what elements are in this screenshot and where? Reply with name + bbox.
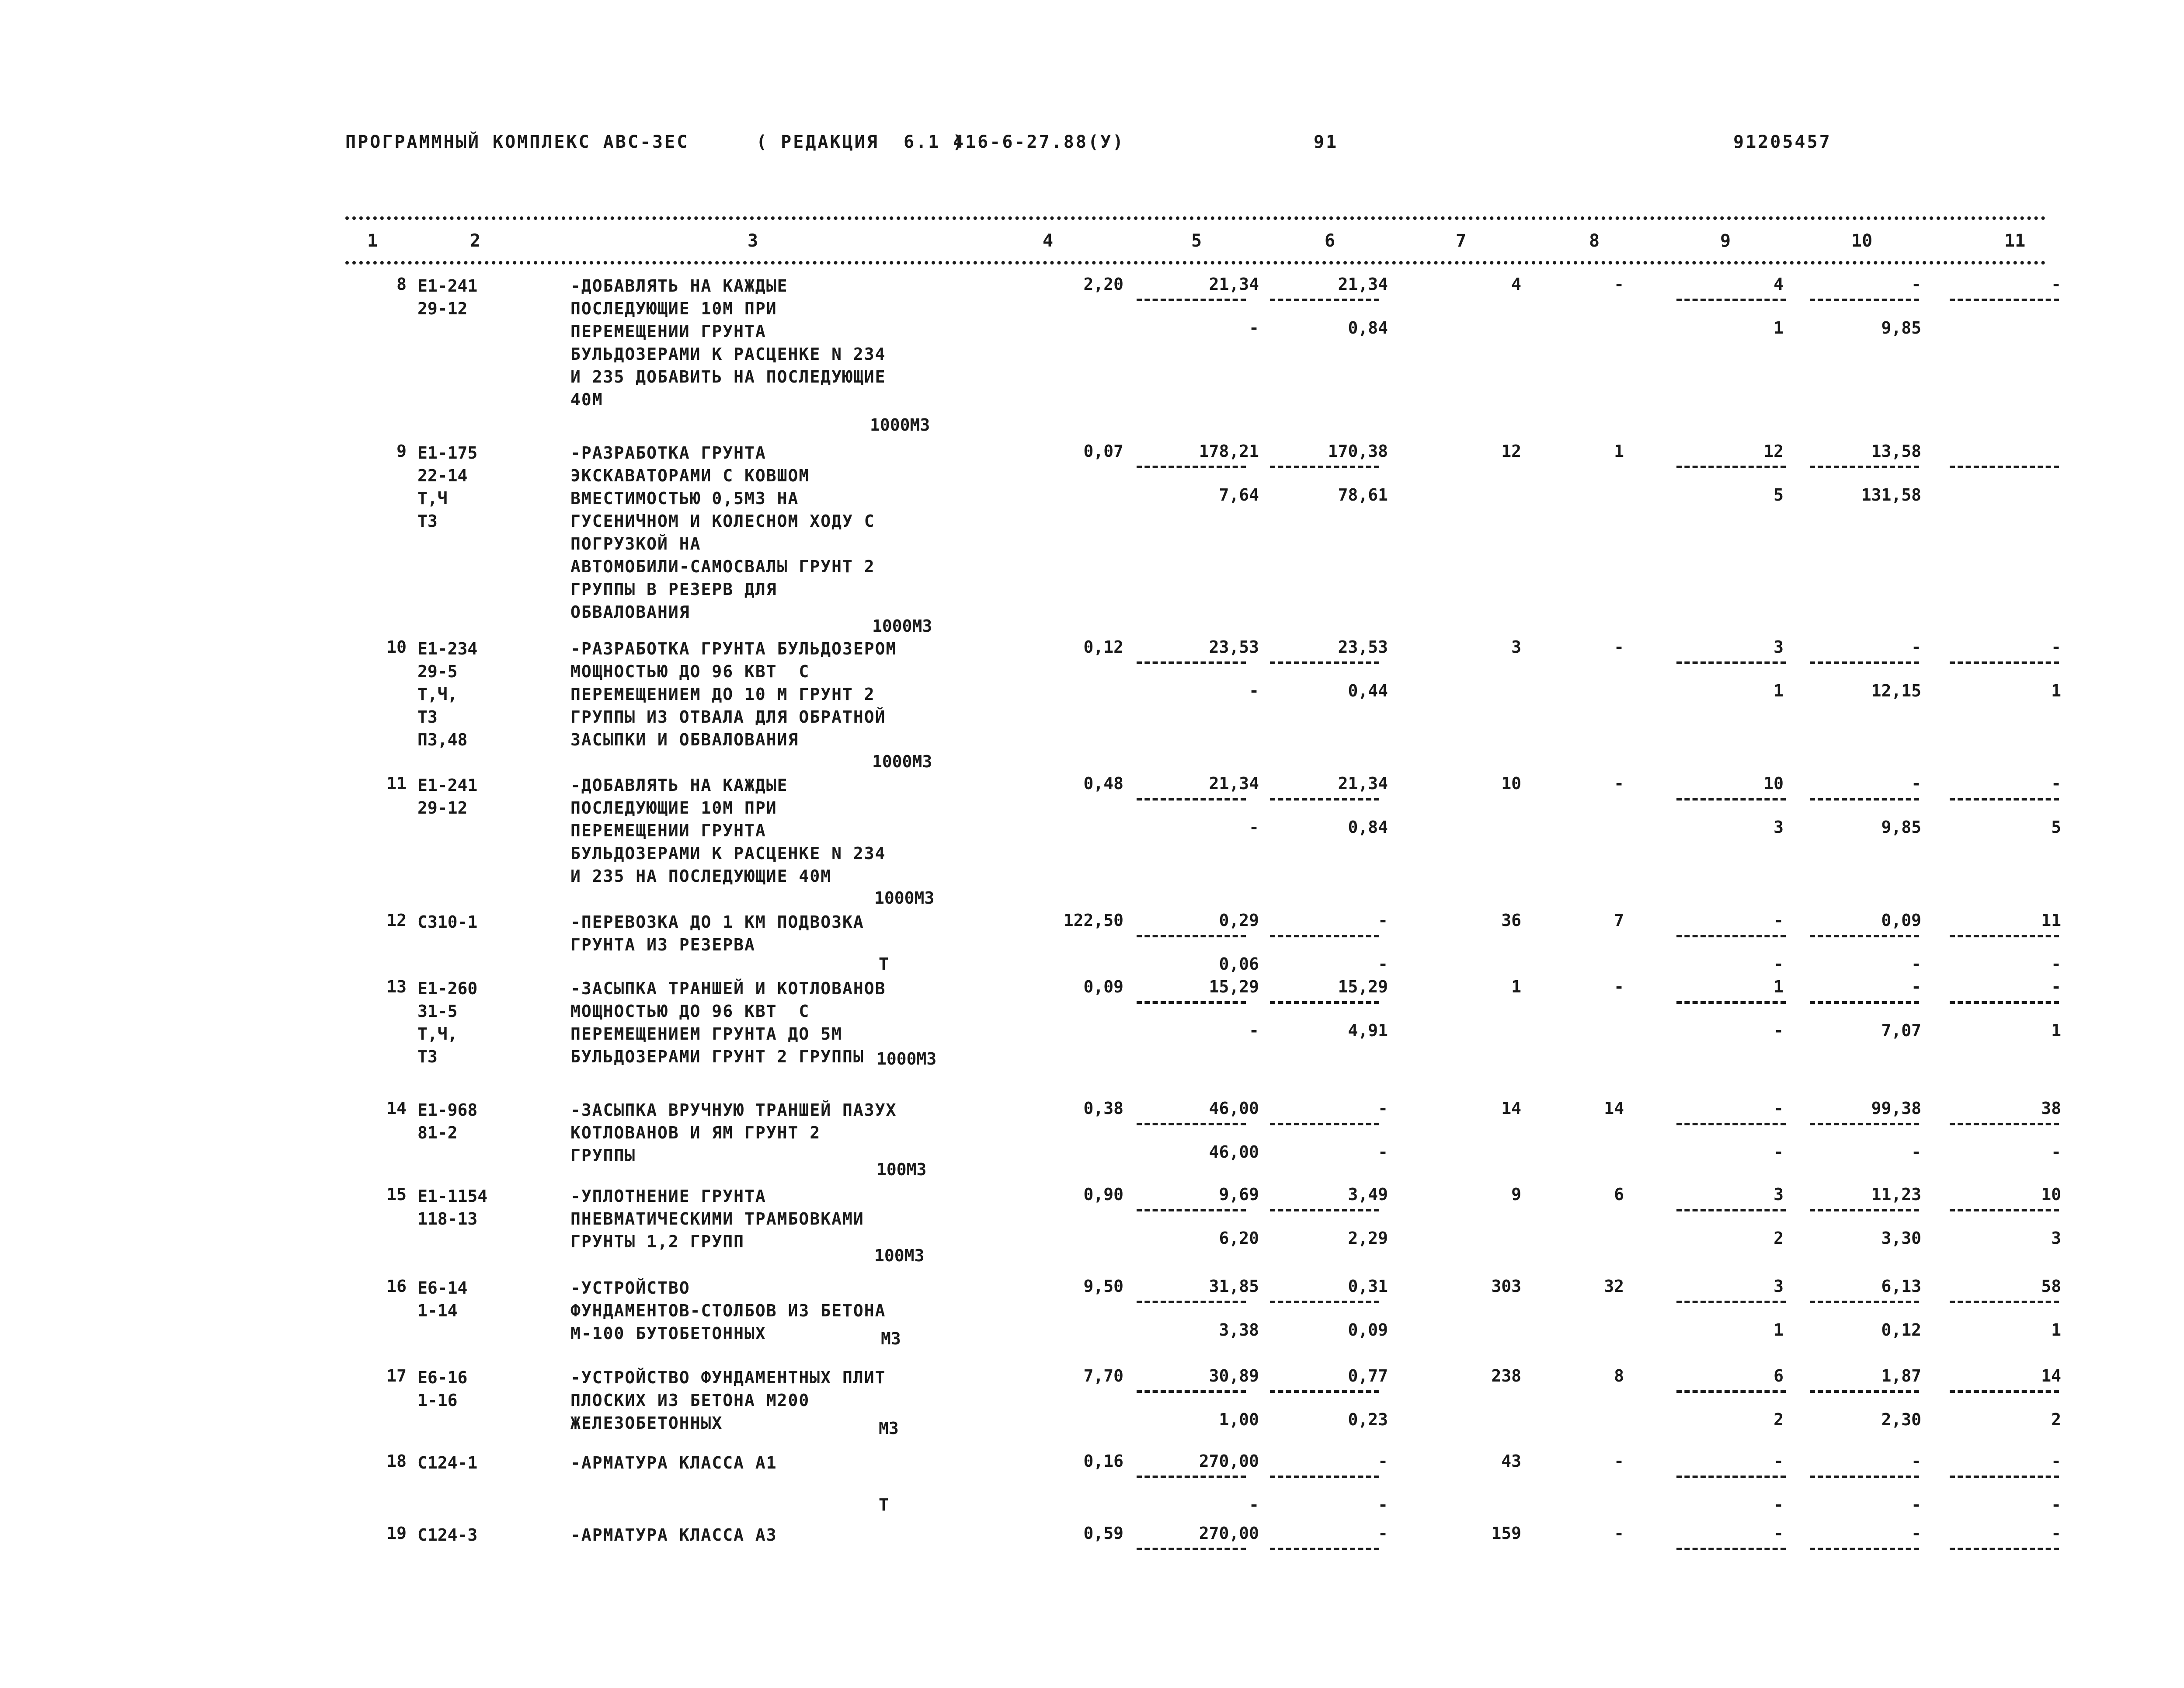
col9-value: 3 <box>1774 1185 1784 1204</box>
col9-subvalue: 3 <box>1774 818 1784 837</box>
unit-of-measure: 100М3 <box>876 1160 927 1179</box>
work-description: -ЗАСЫПКА ТРАНШЕЙ И КОТЛОВАНОВ МОЩНОСТЬЮ ДО 96 КВТ С ПЕРЕМЕЩЕНИЕМ ГРУНТА ДО 5М БУЛЬДОЗЕРАМИ ГРУНТ 2 ГРУППЫ <box>570 979 886 1066</box>
sub-line-separator <box>1810 1209 1919 1211</box>
rate-code: С310-1 <box>417 912 478 932</box>
unit-of-measure: 100М3 <box>874 1246 925 1265</box>
col5-subvalue: 0,06 <box>1219 954 1259 974</box>
col6-subvalue: 0,09 <box>1348 1320 1388 1340</box>
col6-subvalue: 0,44 <box>1348 681 1388 700</box>
col5-value: 9,69 <box>1219 1185 1259 1204</box>
col9-value: 3 <box>1774 637 1784 657</box>
col4-value: 0,38 <box>1083 1099 1123 1118</box>
col10-subvalue: 3,30 <box>1881 1229 1921 1248</box>
sub-line-separator <box>1676 1123 1786 1125</box>
col5-value: 0,29 <box>1219 911 1259 930</box>
sub-line-separator <box>1137 1209 1246 1211</box>
row-number: 9 <box>396 442 407 461</box>
unit-of-measure: 1000М3 <box>874 888 935 908</box>
sub-line-separator <box>1137 935 1246 937</box>
column-number-6: 6 <box>1325 231 1335 251</box>
col10-subvalue: 9,85 <box>1881 318 1921 338</box>
rate-code: Е6-14 1-14 <box>417 1278 468 1320</box>
column-number-2: 2 <box>470 231 481 251</box>
col5-value: 23,53 <box>1209 637 1259 657</box>
col10-subvalue: - <box>1911 1495 1921 1514</box>
col11-subvalue: - <box>2051 1142 2061 1162</box>
sub-line-separator <box>1810 935 1919 937</box>
col4-value: 0,59 <box>1083 1524 1123 1543</box>
sub-line-separator <box>1810 1390 1919 1393</box>
sub-line-separator <box>1676 1548 1786 1550</box>
sub-line-separator <box>1270 1301 1379 1303</box>
sub-line-separator <box>1810 299 1919 301</box>
header-separator-top <box>345 216 2046 220</box>
column-number-5: 5 <box>1191 231 1202 251</box>
row-number: 19 <box>386 1524 407 1543</box>
row-number: 15 <box>386 1185 407 1204</box>
sub-line-separator <box>1950 1390 2059 1393</box>
col11-value: - <box>2051 275 2061 294</box>
col11-subvalue: 2 <box>2051 1410 2061 1429</box>
work-description: -АРМАТУРА КЛАССА А3 <box>570 1525 777 1545</box>
sub-line-separator <box>1137 1548 1246 1550</box>
col9-value: 12 <box>1763 442 1784 461</box>
col5-subvalue: 7,64 <box>1219 485 1259 505</box>
col4-value: 0,12 <box>1083 637 1123 657</box>
col11-subvalue: - <box>2051 1495 2061 1514</box>
unit-of-measure: М3 <box>881 1329 901 1348</box>
col9-value: 10 <box>1763 774 1784 793</box>
sub-line-separator <box>1676 299 1786 301</box>
col11-subvalue: - <box>2051 954 2061 974</box>
col5-subvalue: - <box>1249 318 1259 338</box>
sub-line-separator <box>1676 1209 1786 1211</box>
sub-line-separator <box>1950 1476 2059 1478</box>
unit-of-measure: 1000М3 <box>872 752 932 771</box>
col6-subvalue: 2,29 <box>1348 1229 1388 1248</box>
col5-subvalue: 46,00 <box>1209 1142 1259 1162</box>
col5-value: 46,00 <box>1209 1099 1259 1118</box>
col10-value: 0,09 <box>1881 911 1921 930</box>
row-number: 10 <box>386 637 407 657</box>
sub-line-separator <box>1270 935 1379 937</box>
row-number: 14 <box>386 1099 407 1118</box>
sub-line-separator <box>1676 1001 1786 1004</box>
col4-value: 9,50 <box>1083 1277 1123 1296</box>
col8-value: 1 <box>1614 442 1624 461</box>
col7-value: 12 <box>1501 442 1521 461</box>
sub-line-separator <box>1950 466 2059 468</box>
col11-subvalue: 1 <box>2051 1320 2061 1340</box>
col5-subvalue: 1,00 <box>1219 1410 1259 1429</box>
col6-subvalue: 0,23 <box>1348 1410 1388 1429</box>
row-number: 12 <box>386 911 407 930</box>
col9-subvalue: - <box>1774 1142 1784 1162</box>
sub-line-separator <box>1137 1001 1246 1004</box>
rate-code: Е6-16 1-16 <box>417 1368 468 1410</box>
work-description: -РАЗРАБОТКА ГРУНТА ЭКСКАВАТОРАМИ С КОВШОМ ВМЕСТИМОСТЬЮ 0,5М3 НА ГУСЕНИЧНОМ И КОЛЕСНОМ ХОДУ С ПОГРУЗКОЙ НА АВТОМОБИЛИ-САМОСВАЛЫ ГРУНТ 2 ГРУППЫ В РЕЗЕРВ ДЛЯ ОБВАЛОВАНИЯ <box>570 443 875 622</box>
sub-line-separator <box>1676 1390 1786 1393</box>
sub-line-separator <box>1810 1301 1919 1303</box>
rate-code: С124-1 <box>417 1453 478 1472</box>
edition-label: ( РЕДАКЦИЯ 6.1 ) <box>756 132 965 152</box>
col4-value: 2,20 <box>1083 275 1123 294</box>
sub-line-separator <box>1810 466 1919 468</box>
sub-line-separator <box>1137 1390 1246 1393</box>
unit-of-measure: 1000М3 <box>870 415 930 435</box>
sub-line-separator <box>1950 1123 2059 1125</box>
col5-value: 178,21 <box>1199 442 1259 461</box>
sub-line-separator <box>1270 798 1379 800</box>
col10-value: - <box>1911 1524 1921 1543</box>
work-description: -ДОБАВЛЯТЬ НА КАЖДЫЕ ПОСЛЕДУЮЩИЕ 10М ПРИ ПЕРЕМЕЩЕНИИ ГРУНТА БУЛЬДОЗЕРАМИ К РАСЦЕНКЕ N 234 И 235 ДОБАВИТЬ НА ПОСЛЕДУЮЩИЕ 40М <box>570 276 886 409</box>
col9-value: 1 <box>1774 977 1784 996</box>
col9-value: 3 <box>1774 1277 1784 1296</box>
col10-value: 13,58 <box>1871 442 1921 461</box>
col11-subvalue: 3 <box>2051 1229 2061 1248</box>
page-number: 91 <box>1314 132 1339 152</box>
col7-value: 14 <box>1501 1099 1521 1118</box>
sub-line-separator <box>1270 661 1379 664</box>
col10-subvalue: 0,12 <box>1881 1320 1921 1340</box>
sub-line-separator <box>1810 1001 1919 1004</box>
col9-value: - <box>1774 1451 1784 1471</box>
col9-subvalue: 2 <box>1774 1410 1784 1429</box>
unit-of-measure: Т <box>879 954 889 974</box>
unit-of-measure: 1000М3 <box>872 616 932 636</box>
document-code: 416-6-27.88(У) <box>953 132 1125 152</box>
sub-line-separator <box>1950 1209 2059 1211</box>
col5-subvalue: - <box>1249 1021 1259 1040</box>
col10-subvalue: 9,85 <box>1881 818 1921 837</box>
col10-value: - <box>1911 637 1921 657</box>
col11-value: - <box>2051 1451 2061 1471</box>
work-description: -ДОБАВЛЯТЬ НА КАЖДЫЕ ПОСЛЕДУЮЩИЕ 10М ПРИ ПЕРЕМЕЩЕНИИ ГРУНТА БУЛЬДОЗЕРАМИ К РАСЦЕНКЕ N 234 И 235 НА ПОСЛЕДУЮЩИЕ 40М <box>570 776 886 886</box>
sub-line-separator <box>1137 466 1246 468</box>
rate-code: С124-3 <box>417 1525 478 1545</box>
row-number: 11 <box>386 774 407 793</box>
col6-value: 21,34 <box>1338 774 1388 793</box>
col7-value: 3 <box>1511 637 1521 657</box>
col5-value: 21,34 <box>1209 275 1259 294</box>
col8-value: 6 <box>1614 1185 1624 1204</box>
col9-value: - <box>1774 1524 1784 1543</box>
col10-subvalue: 2,30 <box>1881 1410 1921 1429</box>
col5-value: 270,00 <box>1199 1524 1259 1543</box>
sub-line-separator <box>1950 935 2059 937</box>
col6-value: 21,34 <box>1338 275 1388 294</box>
column-number-10: 10 <box>1851 231 1873 251</box>
column-number-8: 8 <box>1589 231 1600 251</box>
column-number-11: 11 <box>2004 231 2026 251</box>
col11-value: 14 <box>2041 1366 2061 1385</box>
row-number: 17 <box>386 1366 407 1385</box>
work-description: -УСТРОЙСТВО ФУНДАМЕНТОВ-СТОЛБОВ ИЗ БЕТОНА М-100 БУТОБЕТОННЫХ <box>570 1278 886 1343</box>
col11-value: - <box>2051 977 2061 996</box>
sub-line-separator <box>1270 1390 1379 1393</box>
sub-line-separator <box>1270 299 1379 301</box>
col9-subvalue: 1 <box>1774 681 1784 700</box>
col10-subvalue: 131,58 <box>1861 485 1921 505</box>
col6-value: 15,29 <box>1338 977 1388 996</box>
col10-value: 1,87 <box>1881 1366 1921 1385</box>
col8-value: 14 <box>1604 1099 1624 1118</box>
col6-value: - <box>1378 1451 1388 1471</box>
col8-value: - <box>1614 275 1624 294</box>
work-description: -АРМАТУРА КЛАССА А1 <box>570 1453 777 1472</box>
sub-line-separator <box>1137 1476 1246 1478</box>
sub-line-separator <box>1810 1548 1919 1550</box>
col6-value: 170,38 <box>1328 442 1388 461</box>
col6-subvalue: - <box>1378 954 1388 974</box>
col5-subvalue: 3,38 <box>1219 1320 1259 1340</box>
unit-of-measure: 1000М3 <box>876 1049 937 1068</box>
sub-line-separator <box>1270 1123 1379 1125</box>
col5-subvalue: - <box>1249 818 1259 837</box>
sub-line-separator <box>1950 661 2059 664</box>
sub-line-separator <box>1676 1476 1786 1478</box>
col5-value: 15,29 <box>1209 977 1259 996</box>
col11-subvalue: 5 <box>2051 818 2061 837</box>
col8-value: - <box>1614 1524 1624 1543</box>
col6-subvalue: 0,84 <box>1348 818 1388 837</box>
col9-subvalue: 2 <box>1774 1229 1784 1248</box>
col6-value: - <box>1378 1524 1388 1543</box>
column-number-3: 3 <box>748 231 758 251</box>
col11-subvalue: 1 <box>2051 681 2061 700</box>
rate-code: Е1-241 29-12 <box>417 276 478 318</box>
sub-line-separator <box>1810 1476 1919 1478</box>
sub-line-separator <box>1676 661 1786 664</box>
col5-value: 30,89 <box>1209 1366 1259 1385</box>
sub-line-separator <box>1137 661 1246 664</box>
col9-value: 6 <box>1774 1366 1784 1385</box>
col11-value: - <box>2051 637 2061 657</box>
col6-value: - <box>1378 911 1388 930</box>
row-number: 16 <box>386 1277 407 1296</box>
sub-line-separator <box>1950 1301 2059 1303</box>
row-number: 8 <box>396 275 407 294</box>
sub-line-separator <box>1810 1123 1919 1125</box>
col7-value: 9 <box>1511 1185 1521 1204</box>
col6-value: 3,49 <box>1348 1185 1388 1204</box>
col10-subvalue: - <box>1911 1142 1921 1162</box>
col10-value: - <box>1911 275 1921 294</box>
col5-value: 21,34 <box>1209 774 1259 793</box>
unit-of-measure: М3 <box>879 1419 899 1438</box>
col10-subvalue: 7,07 <box>1881 1021 1921 1040</box>
col5-value: 31,85 <box>1209 1277 1259 1296</box>
col4-value: 0,48 <box>1083 774 1123 793</box>
rate-code: Е1-175 22-14 Т,Ч Т3 <box>417 443 478 531</box>
col11-value: - <box>2051 774 2061 793</box>
col11-value: 58 <box>2041 1277 2061 1296</box>
sub-line-separator <box>1270 1209 1379 1211</box>
sub-line-separator <box>1676 1301 1786 1303</box>
col7-value: 36 <box>1501 911 1521 930</box>
rate-code: Е1-241 29-12 <box>417 776 478 818</box>
work-description: -УПЛОТНЕНИЕ ГРУНТА ПНЕВМАТИЧЕСКИМИ ТРАМБОВКАМИ ГРУНТЫ 1,2 ГРУПП <box>570 1187 864 1251</box>
col7-value: 4 <box>1511 275 1521 294</box>
col7-value: 43 <box>1501 1451 1521 1471</box>
col9-subvalue: - <box>1774 1495 1784 1514</box>
col11-value: 11 <box>2041 911 2061 930</box>
col11-value: 10 <box>2041 1185 2061 1204</box>
col8-value: - <box>1614 977 1624 996</box>
unit-of-measure: Т <box>879 1495 889 1514</box>
sub-line-separator <box>1270 466 1379 468</box>
col7-value: 10 <box>1501 774 1521 793</box>
col7-value: 159 <box>1491 1524 1521 1543</box>
rate-code: Е1-1154 118-13 <box>417 1187 488 1229</box>
col8-value: 32 <box>1604 1277 1624 1296</box>
work-description: -ЗАСЫПКА ВРУЧНУЮ ТРАНШЕЙ ПАЗУХ КОТЛОВАНОВ И ЯМ ГРУНТ 2 ГРУППЫ <box>570 1100 897 1165</box>
col8-value: 8 <box>1614 1366 1624 1385</box>
row-number: 13 <box>386 977 407 996</box>
col6-subvalue: 78,61 <box>1338 485 1388 505</box>
col11-value: 38 <box>2041 1099 2061 1118</box>
col6-subvalue: - <box>1378 1495 1388 1514</box>
document-id: 91205457 <box>1733 132 1832 152</box>
col9-value: - <box>1774 911 1784 930</box>
col11-value: - <box>2051 1524 2061 1543</box>
sub-line-separator <box>1676 935 1786 937</box>
sub-line-separator <box>1950 1001 2059 1004</box>
column-number-4: 4 <box>1043 231 1054 251</box>
col9-subvalue: - <box>1774 1021 1784 1040</box>
col5-subvalue: - <box>1249 1495 1259 1514</box>
sub-line-separator <box>1950 1548 2059 1550</box>
col9-subvalue: - <box>1774 954 1784 974</box>
program-name: ПРОГРАММНЫЙ КОМПЛЕКС АВС-3ЕС <box>345 132 689 152</box>
column-number-9: 9 <box>1720 231 1731 251</box>
sub-line-separator <box>1270 1548 1379 1550</box>
col5-value: 270,00 <box>1199 1451 1259 1471</box>
rate-code: Е1-234 29-5 Т,Ч, Т3 П3,48 <box>417 639 478 749</box>
col7-value: 303 <box>1491 1277 1521 1296</box>
column-number-1: 1 <box>367 231 378 251</box>
sub-line-separator <box>1270 1001 1379 1004</box>
work-description: -РАЗРАБОТКА ГРУНТА БУЛЬДОЗЕРОМ МОЩНОСТЬЮ ДО 96 КВТ С ПЕРЕМЕЩЕНИЕМ ДО 10 М ГРУНТ 2 ГРУППЫ ИЗ ОТВАЛА ДЛЯ ОБРАТНОЙ ЗАСЫПКИ И ОБВАЛОВАНИЯ <box>570 639 897 749</box>
col4-value: 7,70 <box>1083 1366 1123 1385</box>
sub-line-separator <box>1950 798 2059 800</box>
sub-line-separator <box>1676 798 1786 800</box>
sub-line-separator <box>1137 798 1246 800</box>
work-description: -УСТРОЙСТВО ФУНДАМЕНТНЫХ ПЛИТ ПЛОСКИХ ИЗ БЕТОНА М200 ЖЕЛЕЗОБЕТОННЫХ <box>570 1368 886 1433</box>
column-number-7: 7 <box>1456 231 1467 251</box>
col9-subvalue: 1 <box>1774 318 1784 338</box>
sub-line-separator <box>1950 299 2059 301</box>
sub-line-separator <box>1137 1123 1246 1125</box>
col7-value: 1 <box>1511 977 1521 996</box>
header-separator-bottom <box>345 261 2046 265</box>
sub-line-separator <box>1810 798 1919 800</box>
col6-value: 0,77 <box>1348 1366 1388 1385</box>
col4-value: 0,16 <box>1083 1451 1123 1471</box>
col11-subvalue: 1 <box>2051 1021 2061 1040</box>
rate-code: Е1-260 31-5 Т,Ч, Т3 <box>417 979 478 1066</box>
col8-value: - <box>1614 637 1624 657</box>
col10-value: - <box>1911 774 1921 793</box>
col7-value: 238 <box>1491 1366 1521 1385</box>
col4-value: 0,90 <box>1083 1185 1123 1204</box>
col10-value: - <box>1911 977 1921 996</box>
col9-value: - <box>1774 1099 1784 1118</box>
row-number: 18 <box>386 1451 407 1471</box>
col6-value: - <box>1378 1099 1388 1118</box>
col10-value: - <box>1911 1451 1921 1471</box>
col9-subvalue: 5 <box>1774 485 1784 505</box>
col5-subvalue: 6,20 <box>1219 1229 1259 1248</box>
col4-value: 0,09 <box>1083 977 1123 996</box>
col9-subvalue: 1 <box>1774 1320 1784 1340</box>
sub-line-separator <box>1270 1476 1379 1478</box>
col9-value: 4 <box>1774 275 1784 294</box>
col6-subvalue: 4,91 <box>1348 1021 1388 1040</box>
col10-value: 11,23 <box>1871 1185 1921 1204</box>
col6-subvalue: - <box>1378 1142 1388 1162</box>
col10-subvalue: - <box>1911 954 1921 974</box>
col8-value: - <box>1614 774 1624 793</box>
sub-line-separator <box>1137 1301 1246 1303</box>
col6-subvalue: 0,84 <box>1348 318 1388 338</box>
col4-value: 0,07 <box>1083 442 1123 461</box>
col10-value: 99,38 <box>1871 1099 1921 1118</box>
col10-value: 6,13 <box>1881 1277 1921 1296</box>
col8-value: 7 <box>1614 911 1624 930</box>
col8-value: - <box>1614 1451 1624 1471</box>
sub-line-separator <box>1137 299 1246 301</box>
rate-code: Е1-968 81-2 <box>417 1100 478 1142</box>
col6-value: 0,31 <box>1348 1277 1388 1296</box>
col6-value: 23,53 <box>1338 637 1388 657</box>
work-description: -ПЕРЕВОЗКА ДО 1 КМ ПОДВОЗКА ГРУНТА ИЗ РЕЗЕРВА <box>570 912 864 954</box>
col5-subvalue: - <box>1249 681 1259 700</box>
sub-line-separator <box>1810 661 1919 664</box>
col4-value: 122,50 <box>1063 911 1123 930</box>
sub-line-separator <box>1676 466 1786 468</box>
col10-subvalue: 12,15 <box>1871 681 1921 700</box>
